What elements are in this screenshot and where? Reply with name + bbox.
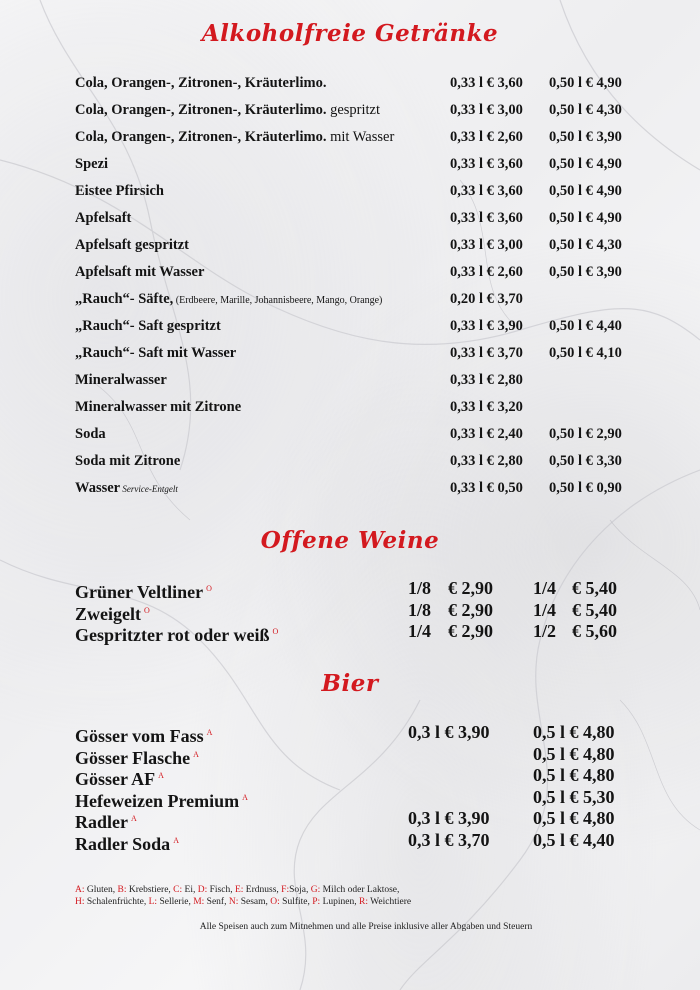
allergen-marker: A — [193, 749, 199, 759]
allergen-marker: A — [206, 728, 213, 737]
allergen-legend — [75, 884, 675, 908]
wine-title: Offene Weine — [260, 527, 440, 554]
price-large: 0,50 l € 4,90 — [549, 156, 622, 172]
allergen-code: H: — [75, 897, 85, 907]
list-item — [75, 313, 675, 340]
price-large: 0,50 l € 0,90 — [549, 480, 622, 496]
allergen-label: Sesam, — [238, 897, 271, 907]
price-small: 0,3 l € 3,70 — [408, 829, 490, 850]
beer-title: Bier — [321, 670, 379, 697]
allergen-label: Krebstiere, — [126, 885, 174, 895]
price-small: 0,3 l € 3,90 — [408, 722, 490, 742]
drink-name: Cola, Orangen-, Zitronen-, Kräuterlimo. — [75, 75, 327, 91]
list-item — [75, 205, 675, 232]
drink-variant: mit Wasser — [326, 129, 395, 145]
allergen-marker: O — [206, 584, 212, 593]
list-item — [75, 232, 675, 259]
allergen-label: Lupinen, — [320, 897, 359, 907]
price-large: 0,50 l € 2,90 — [549, 426, 622, 442]
price: € 5,40 — [572, 578, 617, 598]
price-small: 0,33 l € 0,50 — [450, 480, 523, 496]
allergen-code: M: — [193, 897, 205, 907]
drink-name: Mineralwasser mit Zitrone — [75, 399, 242, 415]
list-item — [75, 448, 675, 475]
serving-size: 1/4 — [408, 621, 432, 641]
allergen-label: Senf, — [204, 897, 229, 907]
service-fee-note: Service-Entgelt — [120, 484, 178, 494]
price: € 2,90 — [448, 578, 493, 598]
price: € 5,40 — [572, 599, 617, 620]
price-small: 0,33 l € 2,60 — [450, 129, 523, 145]
price-small: 0,33 l € 3,00 — [450, 102, 523, 118]
price-large: 0,5 l € 4,80 — [533, 722, 615, 742]
price-small: 0,33 l € 3,60 — [450, 210, 523, 226]
beer-name: Gösser vom Fass — [75, 726, 204, 746]
drink-name: „Rauch“- Saft mit Wasser — [75, 345, 237, 361]
wine-name: Grüner Veltliner — [75, 582, 204, 602]
wine-name: Zweigelt — [75, 603, 141, 624]
price-small: 0,33 l € 3,20 — [450, 399, 523, 415]
price-large: 0,50 l € 4,90 — [549, 183, 622, 199]
drink-name: Spezi — [75, 156, 109, 172]
beer-list — [75, 722, 675, 854]
price-large: 0,5 l € 5,30 — [533, 786, 615, 807]
price: € 2,90 — [448, 621, 493, 641]
allergen-code: F: — [281, 885, 290, 895]
drink-name: „Rauch“- Säfte, — [75, 291, 174, 307]
wine-name: Gespritzter rot oder weiß — [75, 625, 270, 645]
price-small: 0,33 l € 3,00 — [450, 237, 523, 253]
price-large: 0,50 l € 3,90 — [549, 264, 622, 280]
price-small: 0,3 l € 3,90 — [408, 808, 490, 828]
price-large: 0,50 l € 4,30 — [549, 237, 622, 253]
allergen-code: D: — [197, 885, 208, 895]
price-small: 0,33 l € 2,60 — [450, 264, 523, 280]
list-item — [75, 97, 675, 124]
price-small: 0,33 l € 3,60 — [450, 156, 523, 172]
allergen-label: Fisch, — [207, 885, 235, 895]
drink-name: Soda — [75, 426, 106, 442]
drink-name: Cola, Orangen-, Zitronen-, Kräuterlimo. — [75, 102, 327, 118]
allergen-label: Sellerie, — [157, 897, 194, 907]
allergen-marker: A — [173, 835, 179, 845]
serving-size: 1/8 — [408, 578, 432, 598]
drink-name: „Rauch“- Saft gespritzt — [75, 318, 221, 334]
beer-name: Hefeweizen Premium — [75, 790, 240, 811]
allergen-label: Weichtiere — [367, 897, 412, 907]
list-item — [75, 475, 675, 502]
allergen-marker: O — [143, 605, 150, 615]
list-item — [75, 286, 675, 313]
allergen-label: Soja, — [289, 885, 311, 895]
beer-name: Radler — [75, 812, 128, 832]
allergen-code: E: — [234, 885, 244, 895]
drink-name: Apfelsaft mit Wasser — [75, 264, 205, 280]
softdrinks-list — [75, 70, 675, 502]
price-large: 0,50 l € 4,30 — [549, 102, 622, 118]
price-small: 0,33 l € 3,60 — [450, 75, 523, 91]
drink-variant: gespritzt — [326, 102, 381, 118]
allergen-code: B: — [117, 885, 127, 895]
list-item — [75, 808, 675, 830]
allergen-label: Milch oder Laktose, — [320, 885, 400, 895]
drink-name: Soda mit Zitrone — [75, 453, 181, 469]
drink-name: Mineralwasser — [75, 372, 167, 388]
allergen-marker: O — [272, 627, 279, 636]
allergen-line — [75, 884, 675, 896]
price: € 5,60 — [572, 621, 617, 641]
allergen-label: Schalenfrüchte, — [84, 897, 149, 907]
footer-note: Alle Speisen auch zum Mitnehmen und alle Preise inklusive aller Abgaben und Steuern — [199, 922, 533, 932]
list-item — [75, 421, 675, 448]
flavor-note: (Erdbeere, Marille, Johannisbeere, Mango, Orange) — [173, 295, 383, 306]
allergen-code: O: — [270, 897, 280, 907]
wine-list — [75, 578, 675, 643]
list-item — [75, 394, 675, 421]
allergen-label: Ei, — [182, 885, 198, 895]
drink-name: Apfelsaft gespritzt — [75, 237, 189, 253]
beer-name: Radler Soda — [75, 833, 171, 854]
price-small: 0,33 l € 2,80 — [450, 372, 523, 388]
beer-name: Gösser Flasche — [75, 747, 191, 768]
price-large: 0,50 l € 4,90 — [549, 75, 622, 91]
list-item — [75, 367, 675, 394]
allergen-marker: A — [131, 814, 137, 823]
list-item — [75, 124, 675, 151]
price: € 2,90 — [448, 599, 493, 620]
serving-size: 1/4 — [533, 578, 557, 598]
price-large: 0,50 l € 4,90 — [549, 210, 622, 226]
serving-size: 1/2 — [533, 621, 557, 641]
price-small: 0,33 l € 3,60 — [450, 183, 523, 199]
list-item — [75, 722, 675, 744]
allergen-label: Sulfite, — [279, 897, 313, 907]
allergen-label: Gluten, — [84, 885, 118, 895]
list-item — [75, 765, 675, 787]
allergen-code: P: — [312, 897, 321, 907]
price-large: 0,5 l € 4,80 — [533, 808, 615, 828]
price-large: 0,50 l € 4,10 — [549, 345, 622, 361]
price-large: 0,50 l € 3,30 — [549, 453, 622, 469]
allergen-code: G: — [310, 885, 321, 895]
list-item — [75, 259, 675, 286]
list-item — [75, 151, 675, 178]
list-item — [75, 600, 675, 622]
allergen-code: R: — [358, 897, 368, 907]
allergen-marker: A — [242, 792, 248, 802]
softdrinks-title: Alkoholfreie Getränke — [201, 20, 499, 47]
price-large: 0,50 l € 3,90 — [549, 129, 622, 145]
serving-size: 1/4 — [533, 599, 557, 620]
price-small: 0,33 l € 3,70 — [450, 345, 523, 361]
list-item — [75, 621, 675, 643]
allergen-code: A: — [75, 885, 85, 895]
price-large: 0,5 l € 4,80 — [533, 765, 615, 785]
beer-name: Gösser AF — [75, 769, 156, 789]
allergen-code: N: — [228, 897, 239, 907]
allergen-code: L: — [148, 897, 158, 907]
price-large: 0,5 l € 4,40 — [533, 829, 615, 850]
list-item — [75, 787, 675, 809]
allergen-marker: A — [158, 771, 164, 780]
allergen-label: Erdnuss, — [243, 885, 282, 895]
list-item — [75, 830, 675, 852]
price-small: 0,20 l € 3,70 — [450, 291, 523, 307]
drink-name: Wasser — [75, 480, 121, 496]
list-item — [75, 70, 675, 97]
price-small: 0,33 l € 3,90 — [450, 318, 523, 334]
drink-name: Eistee Pfirsich — [75, 183, 164, 199]
price-small: 0,33 l € 2,40 — [450, 426, 523, 442]
drink-name: Apfelsaft — [75, 210, 132, 226]
price-large: 0,50 l € 4,40 — [549, 318, 622, 334]
list-item — [75, 340, 675, 367]
list-item — [75, 178, 675, 205]
list-item — [75, 744, 675, 766]
allergen-line — [75, 896, 675, 908]
allergen-code: C: — [173, 885, 183, 895]
list-item — [75, 578, 675, 600]
price-large: 0,5 l € 4,80 — [533, 743, 615, 764]
drink-name: Cola, Orangen-, Zitronen-, Kräuterlimo. — [75, 129, 327, 145]
price-small: 0,33 l € 2,80 — [450, 453, 523, 469]
serving-size: 1/8 — [408, 599, 432, 620]
